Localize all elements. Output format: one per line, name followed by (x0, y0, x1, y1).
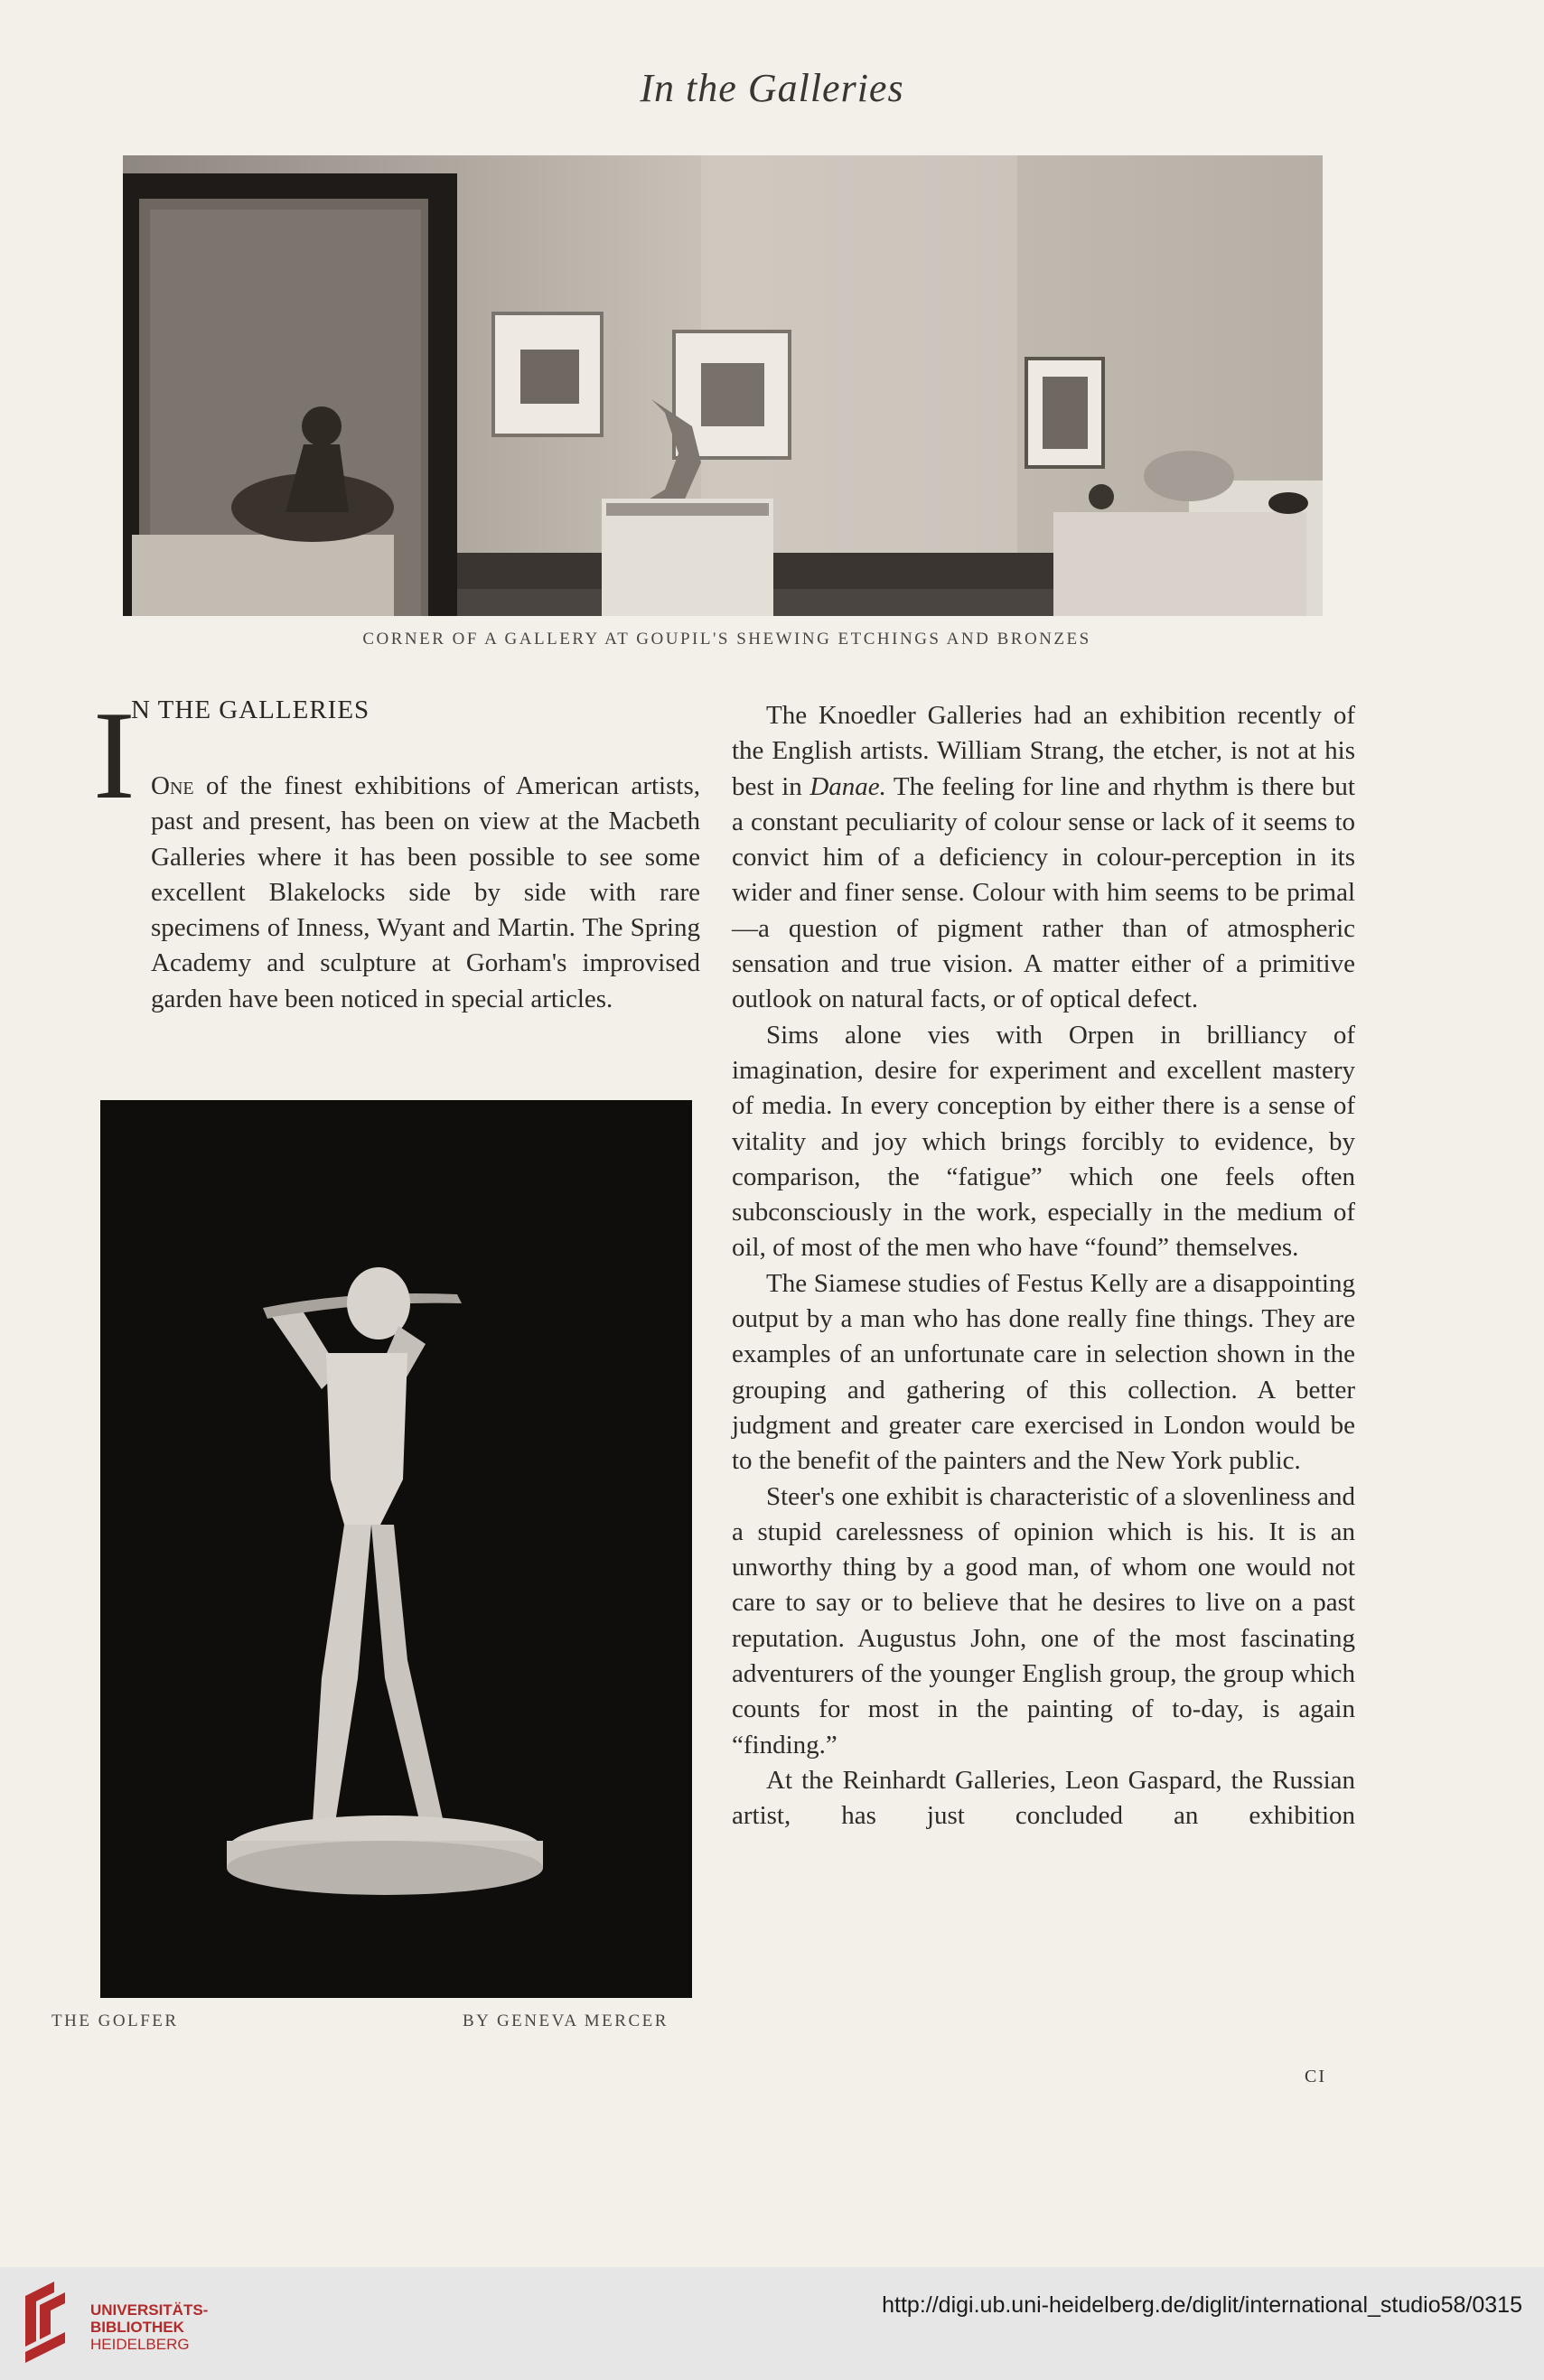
paragraph-reinhardt: At the Reinhardt Galleries, Leon Gaspard, the Russian artist, has just concluded an exhibition (732, 1765, 1355, 1831)
intro-lead-word: One (151, 771, 194, 800)
paragraph-knoedler-a: The Knoedler Galleries had an exhibition recently of the English artists. William Strang, the etcher, is not at his best in (732, 701, 1355, 801)
logo-line-3: HEIDELBERG (90, 2336, 190, 2353)
logo-line-2: BIBLIOTHEK (90, 2319, 184, 2336)
footer-bar (0, 2267, 1544, 2380)
paragraph-knoedler (732, 698, 1355, 1018)
gallery-photo (123, 155, 1323, 616)
library-logo-text (90, 2301, 208, 2353)
article-heading (131, 695, 370, 725)
paragraph-knoedler-title: Danae. (809, 771, 886, 801)
library-logo-icon (18, 2278, 72, 2368)
paragraph-knoedler-b: The feeling for line and rhythm is there but a constant peculiarity of colour sense or lack of it seems to convict him of a deficiency in colour-perception in its wider and finer sense. Colour with him seems to be primal—a question of pigment rather than of atmospheric sensation and true vision. A matter either of a primitive outlook on natural facts, or of optical defect. (732, 771, 1355, 1014)
paragraph-steer: Steer's one exhibit is characteristic of a slovenliness and a stupid carelessness of opinion which is his. It is an unworthy thing by a good man, of whom one would not care to say or to believe that he desires to live on a past reputation. Augustus John, one of the most fascinating adventurers of the younger English group, the group which counts for most in the painting of to-day, is again “finding.” (732, 1481, 1355, 1759)
intro-paragraph-text: of the finest exhibitions of American artists, past and present, has been on view at the Macbeth Galleries where it has been possible to see some excellent Blakelocks side by side with rare specimens of Inness, Wyant and Martin. The Spring Academy and sculpture at Gorham's improvised garden have been noticed in special articles. (151, 771, 700, 1013)
source-url-link[interactable]: http://digi.ub.uni-heidelberg.de/diglit/international_studio58/0315 (882, 2292, 1522, 2318)
drop-cap: I (93, 686, 136, 826)
left-column (93, 769, 700, 1017)
intro-paragraph (93, 769, 700, 1017)
golfer-caption-artist: BY GENEVA MERCER (463, 2011, 669, 2030)
running-head: In the Galleries (640, 66, 904, 110)
paragraph-kelly: The Siamese studies of Festus Kelly are a disappointing output by a man who has done really fine things. They are examples of an unfortunate care in selection shown in the grouping and gathering of this collection. A better judgment and greater care exercised in London would be to the benefit of the painters and the New York public. (732, 1268, 1355, 1476)
golfer-caption-title: THE GOLFER (51, 2011, 179, 2030)
right-column (732, 698, 1355, 1834)
logo-line-1: UNIVERSITÄTS- (90, 2301, 209, 2319)
golfer-photo (100, 1100, 692, 1998)
page-number: CI (1305, 2067, 1326, 2086)
article-heading-text: N THE GALLERIES (131, 695, 370, 724)
gallery-photo-caption: CORNER OF A GALLERY AT GOUPIL'S SHEWING ETCHINGS AND BRONZES (362, 630, 1091, 649)
paragraph-sims: Sims alone vies with Orpen in brilliancy of imagination, desire for experiment and excellent mastery of media. In every conception by either there is a sense of vitality and joy which brings forcibly to evidence, by comparison, the “fatigue” which one feels often subconsciously in the work, especially in the medium of oil, of most of the men who have “found” themselves. (732, 1020, 1355, 1263)
